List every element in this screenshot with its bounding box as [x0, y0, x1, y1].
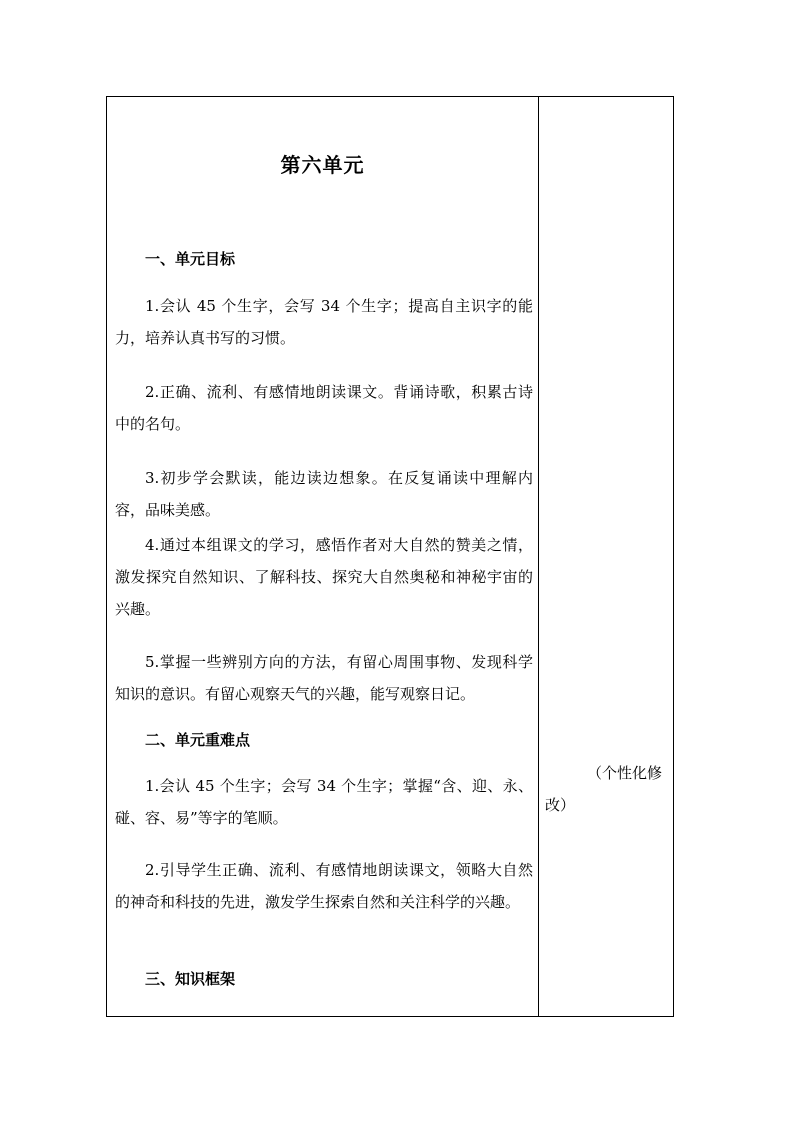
goal-item-1: 1.会认 45 个生字，会写 34 个生字；提高自主识字的能力，培养认真书写的习惯。: [115, 297, 533, 347]
lesson-plan-table: [106, 96, 674, 1017]
section-heading-framework: 三、知识框架: [145, 970, 236, 988]
content-cell: [107, 97, 539, 1016]
section-heading-goals: 一、单元目标: [145, 250, 236, 268]
unit-title: 第六单元: [280, 153, 365, 177]
goal-item-4: 4.通过本组课文的学习，感悟作者对大自然的赞美之情，激发探究自然知识、了解科技、探究大自然奥秘和神秘宇宙的兴趣。: [115, 536, 533, 618]
key-point-item-1: 1.会认 45 个生字；会写 34 个生字；掌握“含、迎、永、碰、容、易”等字的笔顺。: [115, 777, 533, 827]
goal-item-5: 5.掌握一些辨别方向的方法，有留心周围事物、发现科学知识的意识。有留心观察天气的兴趣，能写观察日记。: [115, 653, 533, 703]
notes-cell: [539, 97, 673, 1016]
goal-item-3: 3.初步学会默读，能边读边想象。在反复诵读中理解内容，品味美感。: [115, 469, 533, 519]
personalized-edit-note: （个性化修改）: [545, 764, 663, 814]
key-point-item-2: 2.引导学生正确、流利、有感情地朗读课文，领略大自然的神奇和科技的先进，激发学生探索自然和关注科学的兴趣。: [115, 861, 533, 911]
goal-item-2: 2.正确、流利、有感情地朗读课文。背诵诗歌，积累古诗中的名句。: [115, 383, 533, 433]
section-heading-key-points: 二、单元重难点: [145, 731, 251, 749]
